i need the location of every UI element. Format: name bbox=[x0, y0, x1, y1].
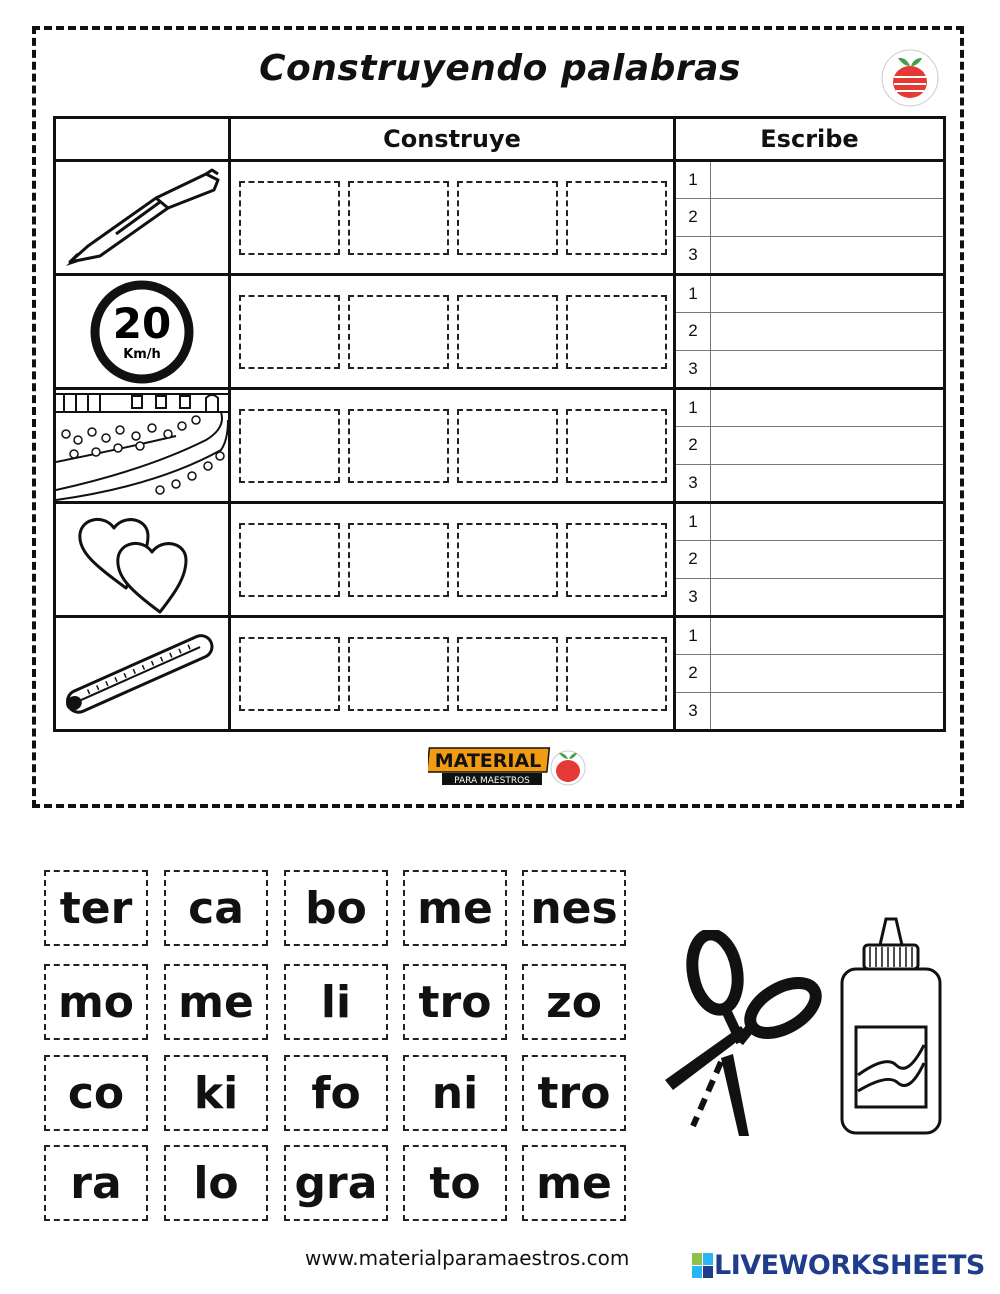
write-cell bbox=[675, 161, 945, 275]
table-row bbox=[55, 161, 945, 275]
syllable-drop-box[interactable] bbox=[566, 523, 667, 597]
worksheet-table bbox=[53, 116, 946, 732]
line-number: 3 bbox=[676, 579, 711, 615]
syllable-drop-box[interactable] bbox=[239, 523, 340, 597]
syllable-drop-box[interactable] bbox=[457, 295, 558, 369]
build-cell bbox=[230, 275, 675, 389]
syllable-drop-box[interactable] bbox=[348, 409, 449, 483]
build-cell bbox=[230, 617, 675, 731]
website-url[interactable]: www.materialparamaestros.com bbox=[305, 1246, 630, 1270]
syllable-drop-box[interactable] bbox=[239, 181, 340, 255]
syllable-drop-box[interactable] bbox=[457, 409, 558, 483]
line-number: 2 bbox=[676, 313, 711, 349]
line-number: 1 bbox=[676, 276, 711, 312]
liveworksheets-cube-icon bbox=[692, 1253, 714, 1279]
line-number: 2 bbox=[676, 427, 711, 463]
syllable-tile[interactable]: lo bbox=[164, 1145, 268, 1221]
picture-cell bbox=[55, 617, 230, 731]
sign-unit: Km/h bbox=[123, 347, 161, 362]
syllable-tile[interactable]: ni bbox=[403, 1055, 507, 1131]
write-line[interactable] bbox=[676, 427, 943, 464]
write-line[interactable] bbox=[676, 693, 943, 729]
syllable-tile[interactable]: me bbox=[522, 1145, 626, 1221]
picture-cell bbox=[55, 161, 230, 275]
syllable-tile[interactable]: nes bbox=[522, 870, 626, 946]
line-number: 2 bbox=[676, 541, 711, 577]
build-cell bbox=[230, 389, 675, 503]
write-cell bbox=[675, 275, 945, 389]
write-line[interactable] bbox=[676, 465, 943, 501]
write-line[interactable] bbox=[676, 313, 943, 350]
write-line[interactable] bbox=[676, 276, 943, 313]
write-line[interactable] bbox=[676, 390, 943, 427]
brand-line2: PARA MAESTROS bbox=[454, 776, 530, 786]
speed-limit-sign-icon bbox=[56, 276, 228, 387]
syllable-drop-box[interactable] bbox=[457, 637, 558, 711]
apple-logo-icon bbox=[878, 44, 942, 108]
syllable-drop-box[interactable] bbox=[457, 523, 558, 597]
material-para-maestros-logo bbox=[428, 742, 588, 792]
write-line[interactable] bbox=[676, 199, 943, 236]
syllable-drop-box[interactable] bbox=[348, 295, 449, 369]
write-line[interactable] bbox=[676, 541, 943, 578]
syllable-tile[interactable]: bo bbox=[284, 870, 388, 946]
write-line[interactable] bbox=[676, 504, 943, 541]
write-cell bbox=[675, 389, 945, 503]
pen-icon bbox=[56, 162, 228, 273]
write-cell bbox=[675, 617, 945, 731]
syllable-tile[interactable]: mo bbox=[44, 964, 148, 1040]
picture-cell bbox=[55, 275, 230, 389]
header-construye: Construye bbox=[230, 118, 675, 161]
syllable-drop-box[interactable] bbox=[457, 181, 558, 255]
syllable-tile[interactable]: ter bbox=[44, 870, 148, 946]
syllable-drop-box[interactable] bbox=[348, 637, 449, 711]
syllable-tile[interactable]: to bbox=[403, 1145, 507, 1221]
write-line[interactable] bbox=[676, 351, 943, 387]
syllable-tile[interactable]: tro bbox=[522, 1055, 626, 1131]
hearts-icon bbox=[56, 504, 228, 615]
syllable-drop-box[interactable] bbox=[239, 409, 340, 483]
syllable-tile[interactable]: me bbox=[403, 870, 507, 946]
table-row bbox=[55, 617, 945, 731]
write-line[interactable] bbox=[676, 618, 943, 655]
table-row bbox=[55, 275, 945, 389]
syllable-tile[interactable]: tro bbox=[403, 964, 507, 1040]
syllable-drop-box[interactable] bbox=[566, 409, 667, 483]
write-line[interactable] bbox=[676, 579, 943, 615]
line-number: 1 bbox=[676, 390, 711, 426]
syllable-tile[interactable]: ki bbox=[164, 1055, 268, 1131]
line-number: 2 bbox=[676, 655, 711, 691]
syllable-drop-box[interactable] bbox=[348, 181, 449, 255]
syllable-tile[interactable]: fo bbox=[284, 1055, 388, 1131]
line-number: 3 bbox=[676, 351, 711, 387]
glue-bottle-icon bbox=[836, 915, 946, 1137]
syllable-tile[interactable]: ra bbox=[44, 1145, 148, 1221]
syllable-tile[interactable]: li bbox=[284, 964, 388, 1040]
line-number: 2 bbox=[676, 199, 711, 235]
line-number: 3 bbox=[676, 237, 711, 273]
syllable-drop-box[interactable] bbox=[348, 523, 449, 597]
picture-cell bbox=[55, 503, 230, 617]
build-cell bbox=[230, 503, 675, 617]
write-line[interactable] bbox=[676, 655, 943, 692]
syllable-tile[interactable]: zo bbox=[522, 964, 626, 1040]
syllable-drop-box[interactable] bbox=[239, 637, 340, 711]
write-line[interactable] bbox=[676, 162, 943, 199]
brand-line1: MATERIAL bbox=[434, 750, 542, 772]
syllable-tile[interactable]: ca bbox=[164, 870, 268, 946]
picture-cell bbox=[55, 389, 230, 503]
syllable-drop-box[interactable] bbox=[566, 295, 667, 369]
scissors-icon bbox=[655, 930, 825, 1140]
garden-path-icon bbox=[56, 390, 228, 501]
syllable-tile[interactable]: co bbox=[44, 1055, 148, 1131]
table-row bbox=[55, 503, 945, 617]
syllable-drop-box[interactable] bbox=[566, 181, 667, 255]
header-blank bbox=[55, 118, 230, 161]
header-escribe: Escribe bbox=[675, 118, 945, 161]
syllable-drop-box[interactable] bbox=[566, 637, 667, 711]
sign-number: 20 bbox=[112, 299, 172, 348]
write-cell bbox=[675, 503, 945, 617]
build-cell bbox=[230, 161, 675, 275]
line-number: 1 bbox=[676, 162, 711, 198]
page-title: Construyendo palabras bbox=[259, 48, 741, 89]
syllable-tile[interactable]: me bbox=[164, 964, 268, 1040]
syllable-tile[interactable]: gra bbox=[284, 1145, 388, 1221]
line-number: 3 bbox=[676, 693, 711, 729]
line-number: 1 bbox=[676, 618, 711, 654]
write-line[interactable] bbox=[676, 237, 943, 273]
liveworksheets-logo bbox=[692, 1250, 985, 1281]
line-number: 3 bbox=[676, 465, 711, 501]
thermometer-icon bbox=[56, 618, 228, 729]
table-row bbox=[55, 389, 945, 503]
liveworksheets-text: LIVEWORKSHEETS bbox=[714, 1250, 985, 1281]
line-number: 1 bbox=[676, 504, 711, 540]
syllable-drop-box[interactable] bbox=[239, 295, 340, 369]
